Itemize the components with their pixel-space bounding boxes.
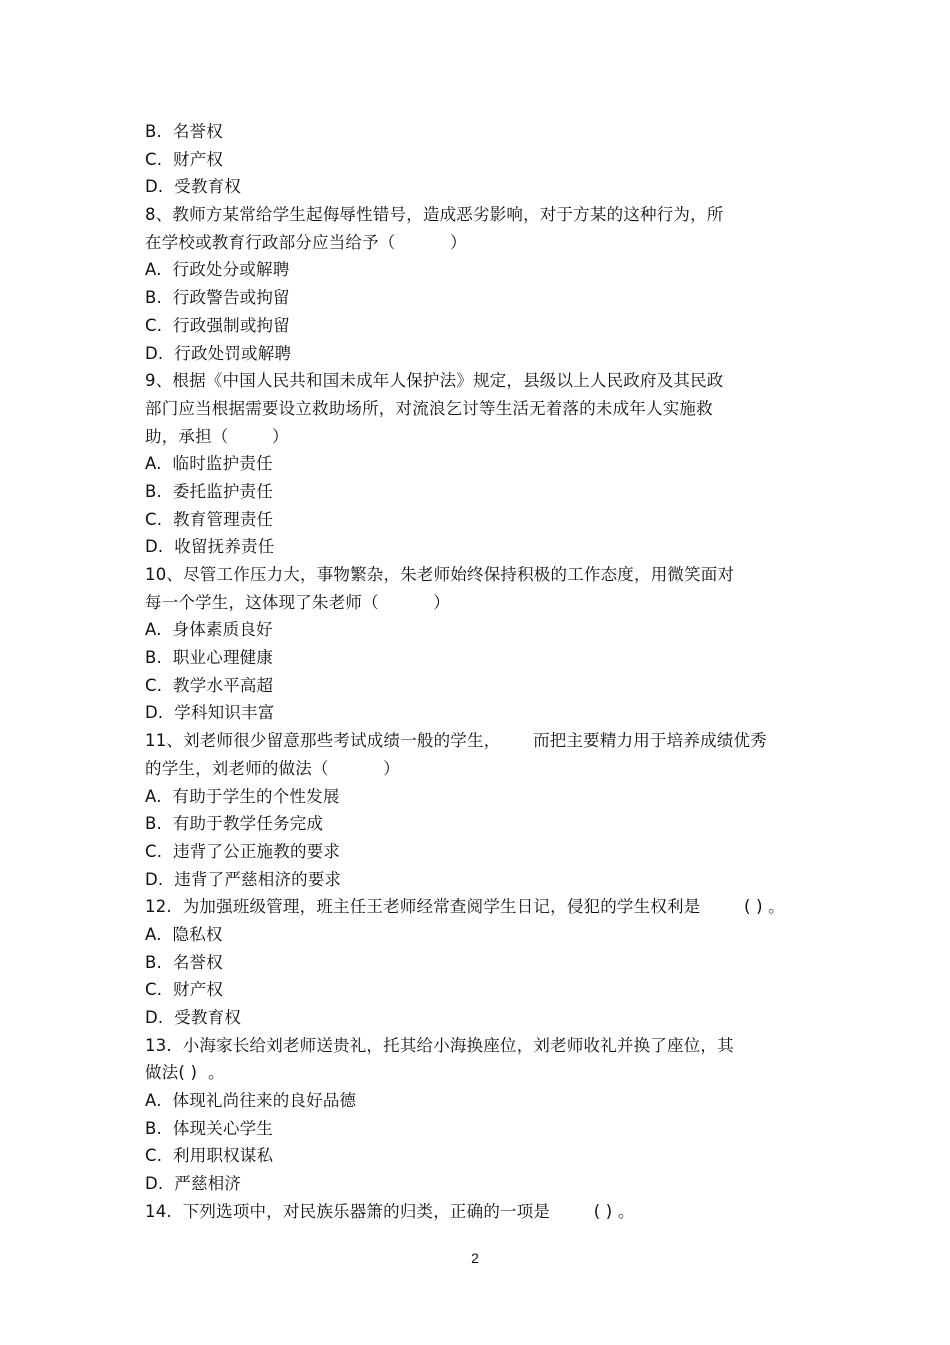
text-line: B. 有助于教学任务完成 bbox=[145, 814, 324, 834]
text-line: B. 名誉权 bbox=[145, 122, 223, 141]
text-line: B. 行政警告或拘留 bbox=[145, 288, 290, 308]
text-line: C. 行政强制或拘留 bbox=[145, 315, 290, 335]
text-line: D. 受教育权 bbox=[145, 177, 242, 197]
question-12-line: 12. 为加强班级管理，班主任王老师经常查阅学生日记，侵犯的学生权利是 ( ) 。 bbox=[145, 897, 785, 917]
text-line: C. 教学水平高超 bbox=[145, 675, 274, 695]
text-line: D. 严慈相济 bbox=[145, 1174, 242, 1194]
text-line: 助，承担（ ） bbox=[145, 426, 289, 446]
text-line: A. 有助于学生的个性发展 bbox=[145, 786, 340, 806]
text-line: D. 收留抚养责任 bbox=[145, 537, 275, 557]
question-11-line: 11、刘老师很少留意那些考试成绩一般的学生， 而把主要精力用于培养成绩优秀 bbox=[145, 731, 767, 751]
text-line: 每一个学生，这体现了朱老师（ ） bbox=[145, 592, 450, 612]
question-10-line: 10、尽管工作压力大，事物繁杂，朱老师始终保持积极的工作态度，用微笑面对 bbox=[145, 565, 735, 584]
text-line: 做法( ) 。 bbox=[145, 1063, 225, 1083]
text-line: A. 体现礼尚往来的良好品德 bbox=[145, 1091, 357, 1111]
text-line: C. 违背了公正施教的要求 bbox=[145, 841, 341, 861]
question-text-block bbox=[145, 118, 845, 1226]
page-number: 2 bbox=[471, 1250, 479, 1266]
text-line: D. 行政处罚或解聘 bbox=[145, 343, 292, 363]
text-line: A. 临时监护责任 bbox=[145, 454, 273, 474]
question-8-line: 8、教师方某常给学生起侮辱性错号，造成恶劣影响，对于方某的这种行为，所 bbox=[145, 205, 724, 225]
text-line: B. 名誉权 bbox=[145, 952, 223, 972]
text-line: 在学校或教育行政部分应当给予（ ） bbox=[145, 232, 467, 252]
question-9-line: 9、根据《中国人民共和国未成年人保护法》规定，县级以上人民政府及其民政 bbox=[145, 371, 724, 391]
text-line: A. 身体素质良好 bbox=[145, 620, 273, 640]
text-line: B. 职业心理健康 bbox=[145, 648, 274, 668]
text-line: C. 财产权 bbox=[145, 980, 224, 1000]
text-line: D. 违背了严慈相济的要求 bbox=[145, 869, 342, 889]
text-line: A. 隐私权 bbox=[145, 924, 223, 944]
text-line: D. 受教育权 bbox=[145, 1008, 242, 1027]
text-line: C. 财产权 bbox=[145, 149, 224, 169]
text-line: 的学生，刘老师的做法（ ） bbox=[145, 758, 400, 778]
text-line: C. 利用职权谋私 bbox=[145, 1146, 274, 1166]
text-line: C. 教育管理责任 bbox=[145, 509, 274, 529]
text-line: 部门应当根据需要设立救助场所，对流浪乞讨等生活无着落的未成年人实施救 bbox=[145, 398, 713, 418]
question-14-line: 14. 下列选项中，对民族乐器箫的归类，正确的一项是 ( ) 。 bbox=[145, 1201, 635, 1221]
question-13-line: 13. 小海家长给刘老师送贵礼，托其给小海换座位，刘老师收礼并换了座位，其 bbox=[145, 1035, 734, 1055]
text-line: D. 学科知识丰富 bbox=[145, 703, 275, 723]
text-line: B. 委托监护责任 bbox=[145, 481, 274, 501]
text-line: A. 行政处分或解聘 bbox=[145, 260, 290, 280]
text-line: B. 体现关心学生 bbox=[145, 1118, 274, 1138]
